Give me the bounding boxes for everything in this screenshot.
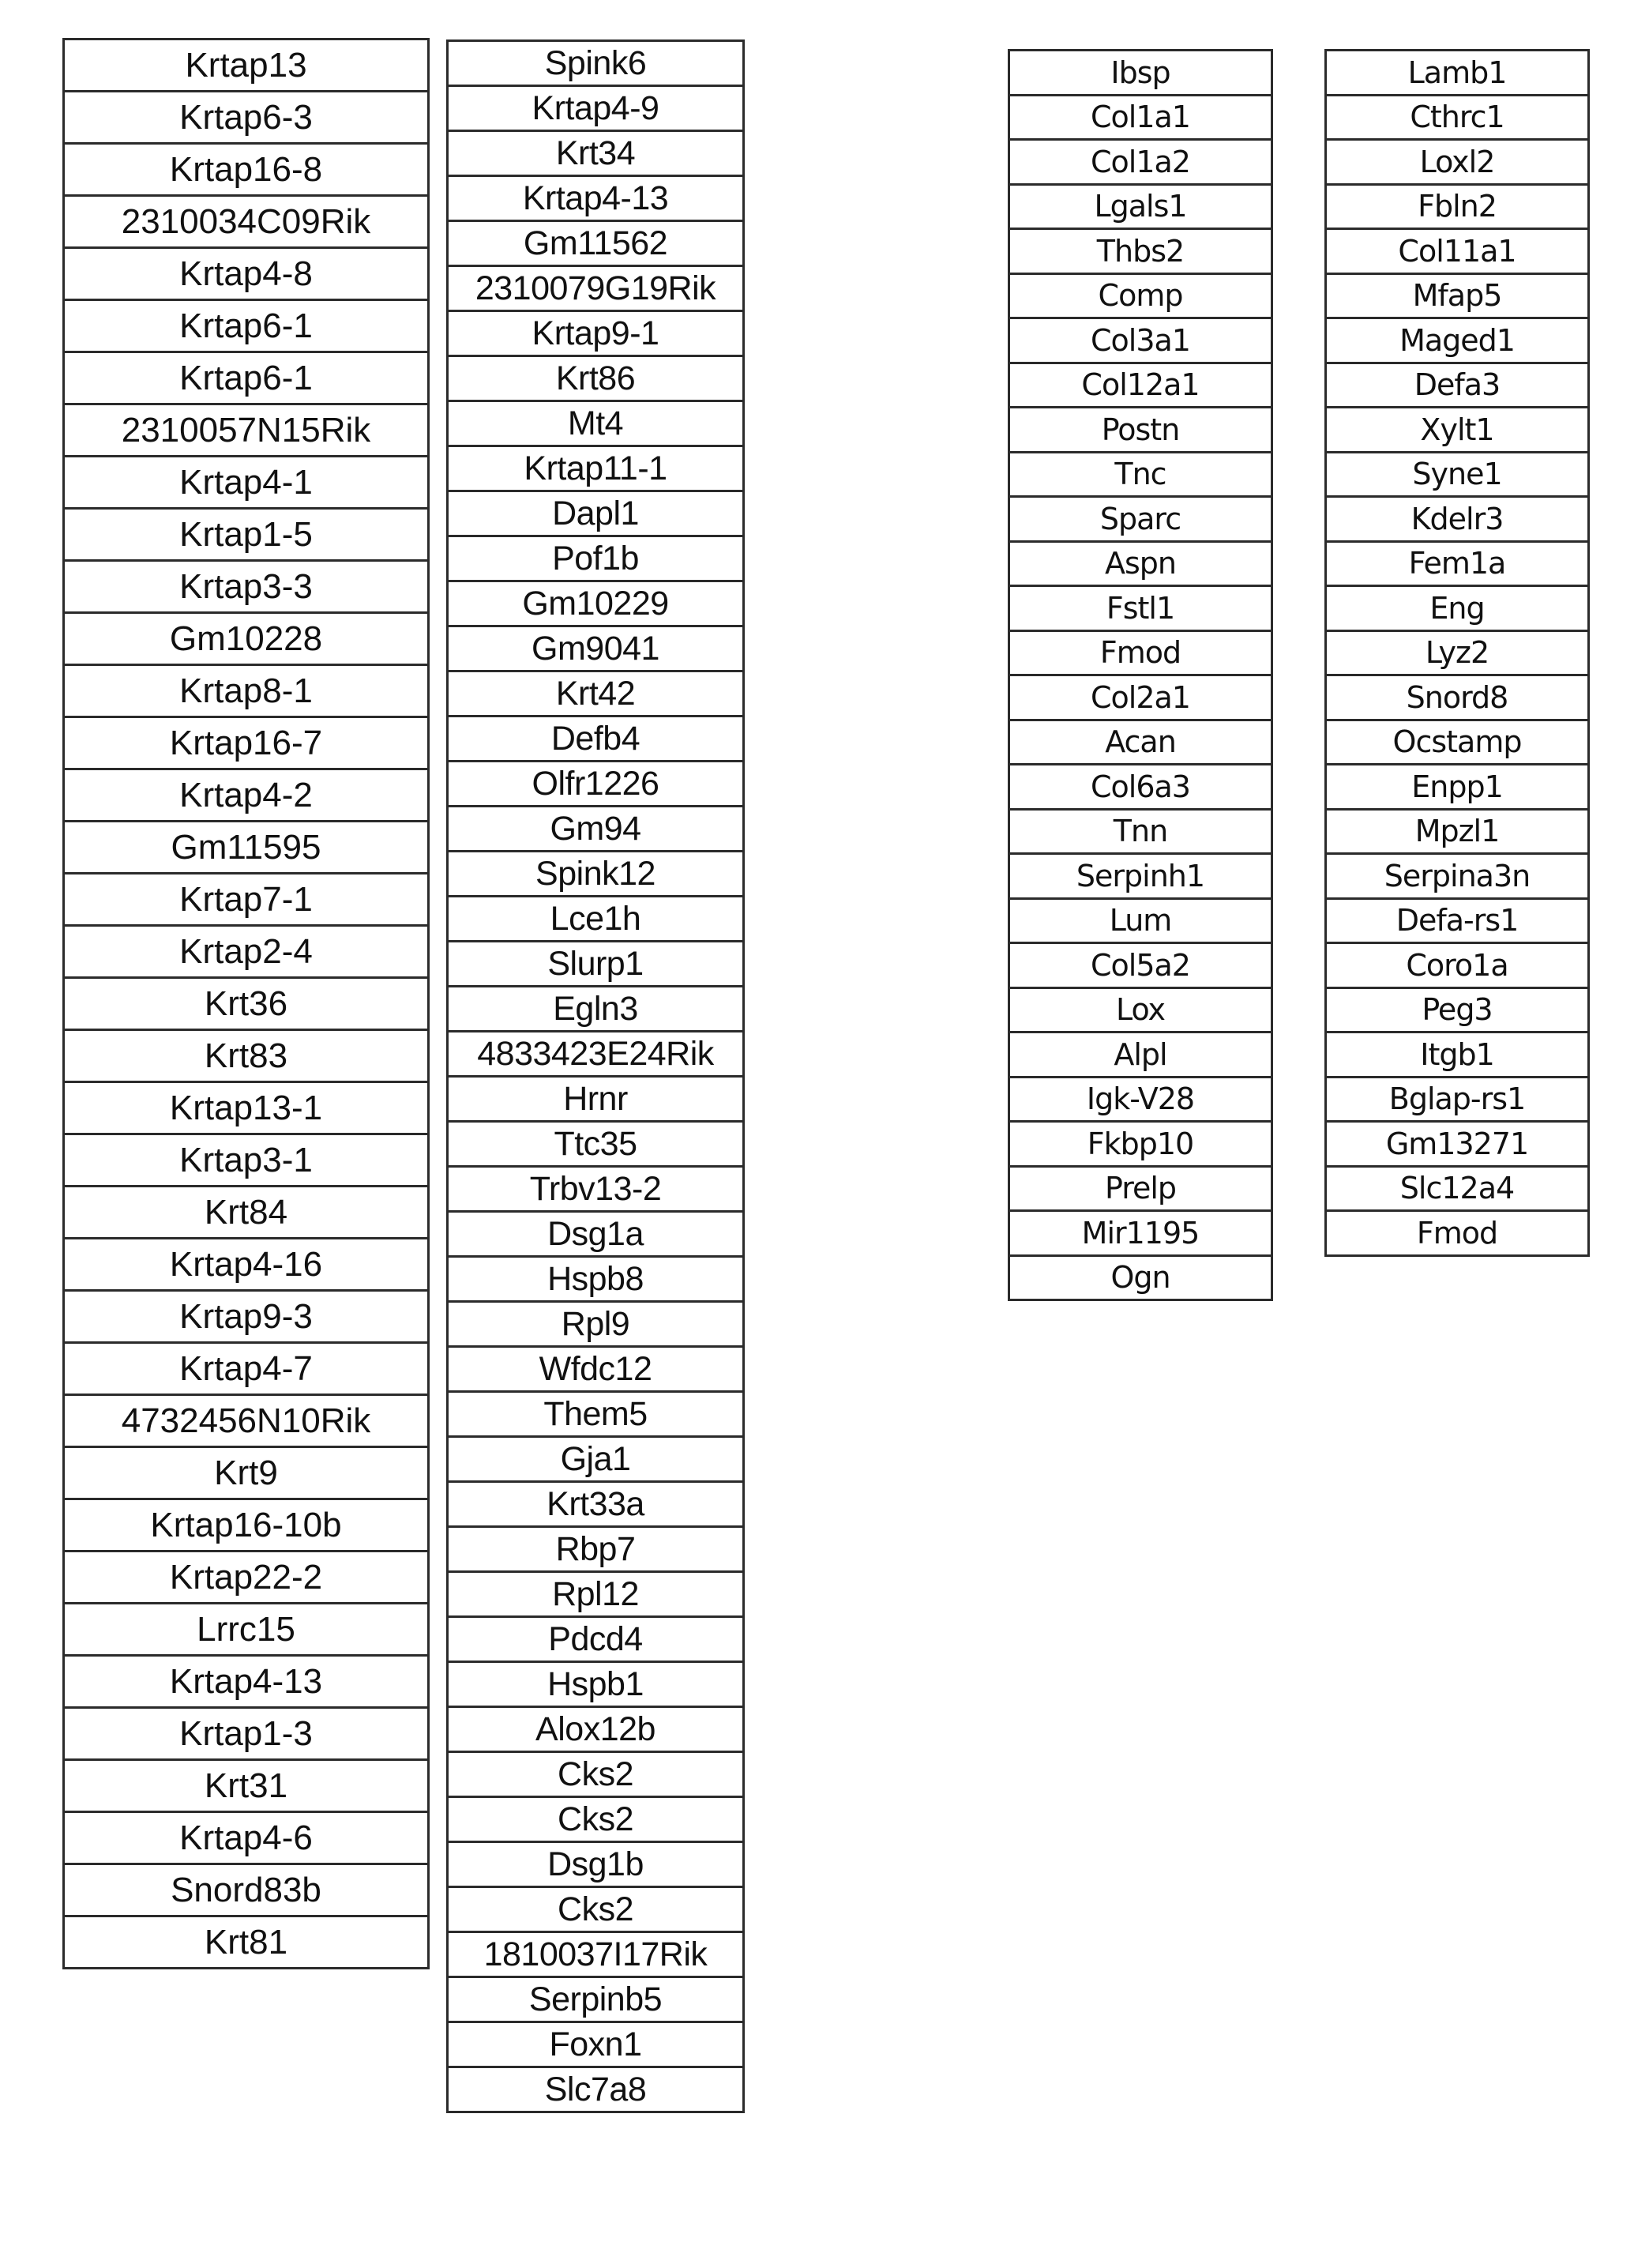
table-row — [1009, 363, 1272, 408]
gene-cell: Cks2 — [448, 1752, 744, 1797]
table-row — [448, 987, 744, 1032]
gene-cell: Ocstamp — [1326, 720, 1589, 765]
table-row — [448, 356, 744, 401]
gene-cell: Dsg1a — [448, 1212, 744, 1257]
gene-cell: 4732456N10Rik — [64, 1395, 429, 1447]
table-row — [64, 1656, 429, 1708]
gene-cell: Krtap3-1 — [64, 1134, 429, 1187]
table-row — [1009, 184, 1272, 229]
table-row — [1009, 273, 1272, 318]
gene-cell: 2310034C09Rik — [64, 196, 429, 248]
table-row — [64, 1812, 429, 1864]
gene-cell: Bglap-rs1 — [1326, 1077, 1589, 1122]
gene-cell: Igk-V28 — [1009, 1077, 1272, 1122]
table-row — [1009, 765, 1272, 810]
table-row — [1009, 1211, 1272, 1256]
gene-cell: Gm10228 — [64, 613, 429, 665]
gene-cell: Enpp1 — [1326, 765, 1589, 810]
gene-cell: Gm94 — [448, 807, 744, 852]
gene-table-3 — [1008, 49, 1273, 1301]
gene-cell: Serpinb5 — [448, 1977, 744, 2022]
gene-cell: Krtap4-2 — [64, 769, 429, 822]
table-row — [64, 926, 429, 978]
table-row — [1009, 1122, 1272, 1167]
gene-cell: Aspn — [1009, 541, 1272, 586]
gene-cell: Gm13271 — [1326, 1122, 1589, 1167]
table-row — [64, 769, 429, 822]
table-row — [1009, 51, 1272, 96]
gene-cell: Hspb1 — [448, 1662, 744, 1707]
gene-cell: 2310079G19Rik — [448, 266, 744, 311]
table-row — [448, 401, 744, 446]
table-row — [64, 1916, 429, 1969]
gene-cell: Syne1 — [1326, 452, 1589, 497]
gene-cell: Gm11595 — [64, 822, 429, 874]
gene-cell: Wfdc12 — [448, 1347, 744, 1392]
gene-cell: Gm11562 — [448, 221, 744, 266]
table-row — [448, 536, 744, 581]
table-row — [1009, 140, 1272, 185]
gene-cell: Col12a1 — [1009, 363, 1272, 408]
gene-cell: Fstl1 — [1009, 586, 1272, 631]
table-row — [64, 1343, 429, 1395]
gene-cell: Gja1 — [448, 1437, 744, 1482]
table-row — [64, 1499, 429, 1551]
gene-cell: Thbs2 — [1009, 229, 1272, 274]
table-row — [64, 874, 429, 926]
table-row — [1009, 229, 1272, 274]
gene-cell: Krtap2-4 — [64, 926, 429, 978]
gene-cell: Slc12a4 — [1326, 1166, 1589, 1211]
table-row — [448, 1797, 744, 1842]
gene-cell: Col2a1 — [1009, 675, 1272, 720]
gene-cell: Them5 — [448, 1392, 744, 1437]
gene-cell: Krt31 — [64, 1760, 429, 1812]
gene-cell: 2310057N15Rik — [64, 404, 429, 457]
gene-cell: Lrrc15 — [64, 1604, 429, 1656]
gene-cell: Alpl — [1009, 1032, 1272, 1078]
gene-cell: Krtap1-5 — [64, 509, 429, 561]
table-row — [448, 131, 744, 176]
table-row — [448, 1572, 744, 1617]
table-row — [1326, 318, 1589, 363]
gene-cell: Krt42 — [448, 671, 744, 717]
table-row — [448, 626, 744, 671]
table-row — [1009, 452, 1272, 497]
table-row — [448, 581, 744, 626]
gene-cell: Hspb8 — [448, 1257, 744, 1302]
gene-cell: Mpzl1 — [1326, 809, 1589, 854]
table-row — [64, 92, 429, 144]
table-row — [1009, 1032, 1272, 1078]
table-row — [1326, 184, 1589, 229]
table-row — [448, 221, 744, 266]
table-row — [64, 1395, 429, 1447]
gene-cell: Krtap16-10b — [64, 1499, 429, 1551]
table-row — [1326, 586, 1589, 631]
gene-cell: Krtap9-1 — [448, 311, 744, 356]
table-row — [1326, 452, 1589, 497]
gene-cell: Krtap16-8 — [64, 144, 429, 196]
gene-cell: Fmod — [1326, 1211, 1589, 1256]
table-row — [448, 86, 744, 131]
gene-cell: Krt84 — [64, 1187, 429, 1239]
gene-cell: Slurp1 — [448, 942, 744, 987]
gene-cell: Col5a2 — [1009, 943, 1272, 988]
gene-cell: Trbv13-2 — [448, 1167, 744, 1212]
gene-cell: Loxl2 — [1326, 140, 1589, 185]
gene-cell: Krtap11-1 — [448, 446, 744, 491]
gene-cell: Fbln2 — [1326, 184, 1589, 229]
gene-cell: Krtap13-1 — [64, 1082, 429, 1134]
table-row — [448, 41, 744, 86]
gene-cell: Krt9 — [64, 1447, 429, 1499]
table-row — [448, 1257, 744, 1302]
table-row — [64, 1082, 429, 1134]
table-row — [1326, 854, 1589, 899]
gene-cell: Mt4 — [448, 401, 744, 446]
gene-cell: Foxn1 — [448, 2022, 744, 2067]
gene-cell: Lce1h — [448, 897, 744, 942]
gene-cell: Ogn — [1009, 1255, 1272, 1300]
table-row — [1009, 630, 1272, 675]
table-row — [448, 1842, 744, 1887]
table-row — [64, 613, 429, 665]
table-row — [1009, 586, 1272, 631]
gene-cell: Hrnr — [448, 1077, 744, 1122]
gene-cell: Coro1a — [1326, 943, 1589, 988]
gene-table-2 — [446, 39, 745, 2113]
table-row — [1326, 1032, 1589, 1078]
gene-cell: Prelp — [1009, 1166, 1272, 1211]
gene-cell: Col3a1 — [1009, 318, 1272, 363]
gene-cell: Krt36 — [64, 978, 429, 1030]
gene-cell: Dsg1b — [448, 1842, 744, 1887]
gene-cell: Krt83 — [64, 1030, 429, 1082]
table-row — [448, 897, 744, 942]
gene-cell: Krtap4-9 — [448, 86, 744, 131]
table-row — [64, 1864, 429, 1916]
gene-cell: Krtap13 — [64, 39, 429, 92]
gene-cell: Mir1195 — [1009, 1211, 1272, 1256]
gene-cell: Defa3 — [1326, 363, 1589, 408]
gene-cell: Krtap4-6 — [64, 1812, 429, 1864]
gene-cell: 4833423E24Rik — [448, 1032, 744, 1077]
table-row — [64, 1291, 429, 1343]
gene-cell: Alox12b — [448, 1707, 744, 1752]
table-row — [448, 1482, 744, 1527]
gene-cell: Tnc — [1009, 452, 1272, 497]
table-row — [1326, 497, 1589, 542]
table-row — [1326, 273, 1589, 318]
table-row — [448, 1077, 744, 1122]
table-row — [448, 1527, 744, 1572]
table-row — [64, 1604, 429, 1656]
gene-cell: Spink12 — [448, 852, 744, 897]
table-row — [64, 39, 429, 92]
table-row — [1009, 720, 1272, 765]
table-row — [1009, 497, 1272, 542]
gene-cell: Pdcd4 — [448, 1617, 744, 1662]
gene-cell: Comp — [1009, 273, 1272, 318]
gene-cell: Col1a2 — [1009, 140, 1272, 185]
gene-cell: Snord83b — [64, 1864, 429, 1916]
gene-cell: Rpl12 — [448, 1572, 744, 1617]
table-row — [1326, 809, 1589, 854]
table-row — [64, 822, 429, 874]
gene-cell: Olfr1226 — [448, 762, 744, 807]
gene-cell: Cthrc1 — [1326, 95, 1589, 140]
gene-cell: Cks2 — [448, 1887, 744, 1932]
table-row — [64, 1760, 429, 1812]
table-row — [1009, 1255, 1272, 1300]
gene-cell: Sparc — [1009, 497, 1272, 542]
table-row — [64, 352, 429, 404]
gene-cell: Serpinh1 — [1009, 854, 1272, 899]
table-row — [448, 942, 744, 987]
gene-cell: Acan — [1009, 720, 1272, 765]
table-row — [1326, 898, 1589, 943]
table-row — [64, 404, 429, 457]
table-row — [448, 762, 744, 807]
table-row — [448, 2022, 744, 2067]
table-row — [1326, 95, 1589, 140]
gene-cell: Itgb1 — [1326, 1032, 1589, 1078]
gene-cell: Krtap8-1 — [64, 665, 429, 717]
table-row — [1326, 1122, 1589, 1167]
table-row — [1326, 943, 1589, 988]
table-row — [64, 196, 429, 248]
table-row — [448, 1032, 744, 1077]
table-row — [1009, 1077, 1272, 1122]
gene-cell: Col1a1 — [1009, 95, 1272, 140]
table-row — [64, 1134, 429, 1187]
table-row — [64, 665, 429, 717]
gene-cell: Spink6 — [448, 41, 744, 86]
table-row — [64, 248, 429, 300]
table-row — [448, 311, 744, 356]
gene-cell: Xylt1 — [1326, 408, 1589, 453]
table-row — [448, 1302, 744, 1347]
table-row — [64, 1030, 429, 1082]
table-row — [448, 1122, 744, 1167]
gene-table-1 — [62, 38, 430, 1969]
gene-cell: Krtap6-3 — [64, 92, 429, 144]
table-row — [1009, 898, 1272, 943]
table-row — [64, 978, 429, 1030]
gene-cell: Ttc35 — [448, 1122, 744, 1167]
table-row — [448, 1167, 744, 1212]
table-row — [1009, 95, 1272, 140]
gene-cell: Krtap4-13 — [64, 1656, 429, 1708]
gene-cell: Cks2 — [448, 1797, 744, 1842]
gene-cell: Maged1 — [1326, 318, 1589, 363]
gene-cell: Fem1a — [1326, 541, 1589, 586]
gene-cell: Rbp7 — [448, 1527, 744, 1572]
table-row — [1326, 1166, 1589, 1211]
gene-cell: Krt33a — [448, 1482, 744, 1527]
gene-cell: Dapl1 — [448, 491, 744, 536]
table-row — [448, 671, 744, 717]
gene-cell: Slc7a8 — [448, 2067, 744, 2112]
gene-cell: Krtap9-3 — [64, 1291, 429, 1343]
gene-cell: Col6a3 — [1009, 765, 1272, 810]
table-row — [448, 1392, 744, 1437]
table-row — [64, 144, 429, 196]
table-row — [64, 1708, 429, 1760]
table-row — [448, 852, 744, 897]
gene-cell: Krtap4-8 — [64, 248, 429, 300]
table-row — [1326, 1211, 1589, 1256]
gene-cell: Lamb1 — [1326, 51, 1589, 96]
gene-cell: Postn — [1009, 408, 1272, 453]
gene-cell: Fmod — [1009, 630, 1272, 675]
gene-cell: Pof1b — [448, 536, 744, 581]
table-row — [64, 1239, 429, 1291]
table-row — [1326, 363, 1589, 408]
gene-table-4 — [1324, 49, 1590, 1257]
table-row — [1009, 318, 1272, 363]
table-row — [448, 1977, 744, 2022]
gene-cell: Eng — [1326, 586, 1589, 631]
table-row — [1326, 140, 1589, 185]
gene-cell: Krtap1-3 — [64, 1708, 429, 1760]
gene-cell: Krtap4-13 — [448, 176, 744, 221]
gene-cell: Lgals1 — [1009, 184, 1272, 229]
table-row — [1326, 720, 1589, 765]
gene-cell: 1810037I17Rik — [448, 1932, 744, 1977]
table-row — [448, 717, 744, 762]
gene-cell: Krt86 — [448, 356, 744, 401]
table-row — [64, 561, 429, 613]
gene-cell: Fkbp10 — [1009, 1122, 1272, 1167]
gene-cell: Krtap7-1 — [64, 874, 429, 926]
gene-cell: Snord8 — [1326, 675, 1589, 720]
table-row — [1326, 229, 1589, 274]
gene-cell: Krtap6-1 — [64, 300, 429, 352]
table-row — [1009, 541, 1272, 586]
table-row — [448, 446, 744, 491]
table-row — [1326, 675, 1589, 720]
gene-cell: Tnn — [1009, 809, 1272, 854]
gene-cell: Krt34 — [448, 131, 744, 176]
table-row — [448, 491, 744, 536]
table-row — [448, 2067, 744, 2112]
table-row — [64, 509, 429, 561]
table-row — [1009, 854, 1272, 899]
gene-cell: Lum — [1009, 898, 1272, 943]
gene-cell: Krtap22-2 — [64, 1551, 429, 1604]
table-row — [1009, 675, 1272, 720]
table-row — [64, 1551, 429, 1604]
table-row — [1326, 408, 1589, 453]
gene-cell: Krtap3-3 — [64, 561, 429, 613]
table-row — [448, 1212, 744, 1257]
table-row — [1009, 943, 1272, 988]
table-row — [1326, 630, 1589, 675]
table-row — [64, 717, 429, 769]
table-row — [448, 1707, 744, 1752]
gene-cell: Krtap4-16 — [64, 1239, 429, 1291]
gene-cell: Lox — [1009, 987, 1272, 1032]
gene-cell: Serpina3n — [1326, 854, 1589, 899]
gene-cell: Defa-rs1 — [1326, 898, 1589, 943]
table-row — [448, 1437, 744, 1482]
gene-cell: Peg3 — [1326, 987, 1589, 1032]
gene-cell: Krtap4-1 — [64, 457, 429, 509]
table-row — [1009, 1166, 1272, 1211]
gene-cell: Krtap4-7 — [64, 1343, 429, 1395]
table-row — [448, 266, 744, 311]
table-row — [1009, 408, 1272, 453]
table-row — [64, 1447, 429, 1499]
gene-cell: Kdelr3 — [1326, 497, 1589, 542]
gene-cell: Krt81 — [64, 1916, 429, 1969]
table-row — [1326, 987, 1589, 1032]
gene-cell: Col11a1 — [1326, 229, 1589, 274]
table-row — [64, 300, 429, 352]
table-row — [1326, 51, 1589, 96]
gene-cell: Mfap5 — [1326, 273, 1589, 318]
table-row — [448, 1347, 744, 1392]
table-row — [448, 807, 744, 852]
gene-cell: Gm10229 — [448, 581, 744, 626]
table-row — [448, 1887, 744, 1932]
table-row — [1326, 1077, 1589, 1122]
gene-cell: Rpl9 — [448, 1302, 744, 1347]
gene-cell: Egln3 — [448, 987, 744, 1032]
gene-cell: Lyz2 — [1326, 630, 1589, 675]
table-row — [1326, 541, 1589, 586]
table-row — [448, 1662, 744, 1707]
table-row — [448, 1752, 744, 1797]
table-row — [448, 176, 744, 221]
table-row — [448, 1932, 744, 1977]
gene-cell: Ibsp — [1009, 51, 1272, 96]
table-row — [448, 1617, 744, 1662]
gene-cell: Krtap16-7 — [64, 717, 429, 769]
gene-cell: Defb4 — [448, 717, 744, 762]
gene-cell: Krtap6-1 — [64, 352, 429, 404]
table-row — [1009, 809, 1272, 854]
table-row — [1009, 987, 1272, 1032]
table-row — [64, 1187, 429, 1239]
gene-cell: Gm9041 — [448, 626, 744, 671]
table-row — [1326, 765, 1589, 810]
table-row — [64, 457, 429, 509]
